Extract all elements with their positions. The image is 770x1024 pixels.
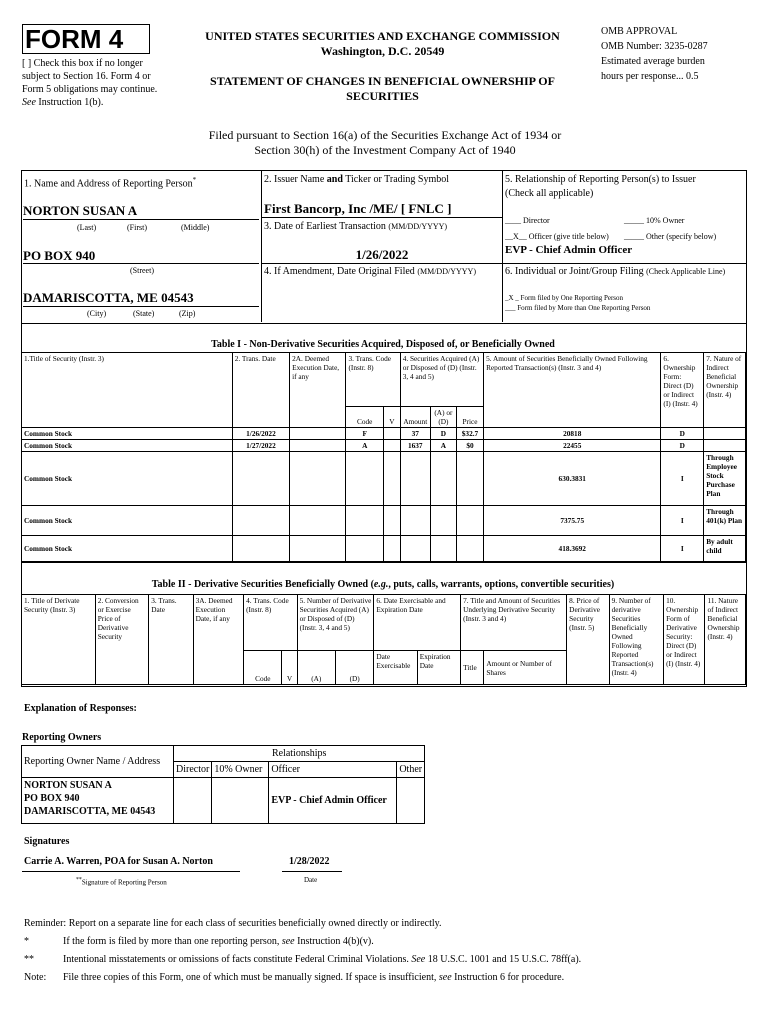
issuer-value: First Bancorp, Inc /ME/ [ FNLC ] (264, 201, 452, 216)
table1 (21, 352, 746, 562)
t1-cell-v (384, 440, 401, 452)
t1-cell-form: I (661, 506, 704, 536)
t1-h5: 5. Amount of Securities Beneficially Owned Following Reported Transaction(s) (Instr. 3 and 4) (484, 353, 661, 428)
ten-pct-check: _____ 10% Owner (624, 216, 685, 225)
t1-cell-deemed (290, 452, 346, 506)
box2-label: 2. Issuer Name and Ticker or Trading Symbol (264, 174, 450, 185)
t1-sub-price: Price (456, 407, 483, 428)
t1-h2: 2. Trans. Date (232, 353, 289, 428)
t1-cell-amount: 1637 (400, 440, 430, 452)
t1-cell-deemed (290, 506, 346, 536)
t1-cell-title: Common Stock (22, 452, 233, 506)
t1-sub-v: V (384, 407, 401, 428)
earliest-date: 1/26/2022 (355, 247, 409, 262)
reporting-person-name: NORTON SUSAN A (23, 203, 138, 218)
reporting-owners-heading: Reporting Owners (22, 732, 102, 743)
agency-name: UNITED STATES SECURITIES AND EXCHANGE COMMISSION (205, 29, 560, 43)
signature-date: 1/28/2022 (289, 856, 330, 867)
t1-cell-price (456, 452, 483, 506)
table-row (22, 440, 746, 452)
t1-h3: 3. Trans. Code (Instr. 8) (346, 353, 400, 407)
t1-cell-owned: 20818 (484, 428, 661, 440)
t1-cell-deemed (290, 428, 346, 440)
t1-h2a: 2A. Deemed Execution Date, if any (290, 353, 346, 428)
t1-h7: 7. Nature of Indirect Beneficial Ownership (Instr. 4) (704, 353, 746, 428)
owner-officer-title: EVP - Chief Admin Officer (269, 778, 397, 824)
filed-pursuant: Filed pursuant to Section 16(a) of the Securities Exchange Act of 1934 or Section 30(h) of the Investment Company Act of 1940 (208, 128, 562, 157)
table-row (22, 428, 746, 440)
t1-cell-ad (430, 536, 456, 562)
one-person-check: _X _ Form filed by One Reporting Person (505, 294, 624, 302)
t1-cell-amount (400, 536, 430, 562)
t1-h1: 1.Title of Security (Instr. 3) (22, 353, 233, 428)
t1-cell-code (346, 452, 384, 506)
agency-city: Washington, D.C. 20549 (320, 44, 445, 58)
t2-sub-v: V (282, 651, 297, 685)
t1-cell-code (346, 536, 384, 562)
director-check: ____ Director (505, 216, 550, 225)
t2-h3: 3. Trans. Date (149, 595, 193, 685)
t1-cell-v (384, 428, 401, 440)
t1-cell-price: $0 (456, 440, 483, 452)
t1-cell-code: A (346, 440, 384, 452)
reminder: Reminder: Report on a separate line for each class of securities beneficially owned directly or indirectly. (24, 918, 442, 929)
ten-pct-header: 10% Owner (212, 762, 269, 778)
box4-label: 4. If Amendment, Date Original Filed (MM/DD/YYYY) (264, 266, 476, 277)
officer-header: Officer (269, 762, 397, 778)
t2-sub-amount: Amount or Number of Shares (484, 651, 567, 685)
t1-cell-owned: 22455 (484, 440, 661, 452)
t1-cell-ad (430, 506, 456, 536)
t1-cell-amount (400, 452, 430, 506)
form-title: FORM 4 (25, 24, 124, 54)
t1-cell-owned: 630.3831 (484, 452, 661, 506)
table2 (21, 594, 746, 685)
t1-cell-owned: 418.3692 (484, 536, 661, 562)
t1-cell-ad (430, 452, 456, 506)
table-row (22, 536, 746, 562)
t2-h8: 8. Price of Derivative Security (Instr. 5) (567, 595, 609, 685)
t1-cell-nature (704, 428, 746, 440)
t1-cell-ad: D (430, 428, 456, 440)
t2-sub-code: Code (244, 651, 282, 685)
t1-cell-title: Common Stock (22, 536, 233, 562)
t2-sub-d: (D) (335, 651, 373, 685)
explanation-heading: Explanation of Responses: (24, 703, 137, 714)
t2-h7: 7. Title and Amount of Securities Underlying Derivative Security (Instr. 3 and 4) (461, 595, 567, 651)
more-person-check: ___ Form filed by More than One Reporting Person (505, 304, 651, 312)
t1-cell-deemed (290, 536, 346, 562)
t2-h1: 1. Title of Derivate Security (Instr. 3) (22, 595, 96, 685)
t1-cell-v (384, 536, 401, 562)
t1-cell-nature: Through 401(k) Plan (704, 506, 746, 536)
officer-title: EVP - Chief Admin Officer (505, 244, 633, 256)
table-row (22, 452, 746, 506)
t1-cell-amount: 37 (400, 428, 430, 440)
t1-cell-price (456, 536, 483, 562)
t2-h9: 9. Number of derivative Securities Beneficially Owned Following Reported Transaction(s) (Instr. 4) (609, 595, 664, 685)
t1-h6: 6. Ownership Form: Direct (D) or Indirect (I) (Instr. 4) (661, 353, 704, 428)
signatures-heading: Signatures (24, 836, 70, 847)
box1-label: 1. Name and Address of Reporting Person* (24, 176, 197, 190)
t1-cell-date (232, 452, 289, 506)
t1-cell-form: D (661, 428, 704, 440)
director-header: Director (174, 762, 212, 778)
t2-h4: 4. Trans. Code (Instr. 8) (244, 595, 298, 651)
officer-check: __X__ Officer (give title below) (505, 232, 609, 241)
t2-h5: 5. Number of Derivative Securities Acquired (A) or Disposed of (D) (Instr. 3, 4 and 5) (297, 595, 374, 651)
t1-cell-code: F (346, 428, 384, 440)
t2-sub-title: Title (461, 651, 484, 685)
t1-cell-date (232, 506, 289, 536)
t1-sub-amount: Amount (400, 407, 430, 428)
t2-sub-exer: Date Exercisable (374, 651, 417, 685)
t1-cell-form: I (661, 452, 704, 506)
t1-cell-price: $32.7 (456, 428, 483, 440)
t2-h6: 6. Date Exercisable and Expiration Date (374, 595, 461, 651)
t1-cell-date (232, 536, 289, 562)
t1-cell-deemed (290, 440, 346, 452)
t1-cell-amount (400, 506, 430, 536)
t1-h4: 4. Securities Acquired (A) or Disposed of (D) (Instr. 3, 4 and 5) (400, 353, 483, 407)
t2-sub-exp: Expiration Date (417, 651, 460, 685)
date-label: Date (304, 876, 318, 884)
owners-table (21, 745, 425, 824)
other-check: _____ Other (specify below) (624, 232, 717, 241)
t1-cell-date: 1/26/2022 (232, 428, 289, 440)
box6-label: 6. Individual or Joint/Group Filing (Check Applicable Line) (505, 266, 726, 277)
t1-cell-v (384, 452, 401, 506)
owner-name-header: Reporting Owner Name / Address (22, 746, 174, 778)
t1-sub-code: Code (346, 407, 384, 428)
street-label: (Street) (130, 266, 154, 275)
t1-cell-date: 1/27/2022 (232, 440, 289, 452)
t1-cell-form: I (661, 536, 704, 562)
t1-cell-title: Common Stock (22, 506, 233, 536)
t1-cell-code (346, 506, 384, 536)
t2-h11: 11. Nature of Indirect Beneficial Ownership (Instr. 4) (705, 595, 746, 685)
statement-title: STATEMENT OF CHANGES IN BENEFICIAL OWNERSHIP OF SECURITIES (210, 74, 555, 103)
t2-h10: 10. Ownership Form of Derivative Security: Direct (D) or Indirect (I) (Instr. 4) (664, 595, 705, 685)
t2-h3a: 3A. Deemed Execution Date, if any (193, 595, 243, 685)
t1-cell-price (456, 506, 483, 536)
signature-name: Carrie A. Warren, POA for Susan A. Norton (24, 856, 213, 867)
t1-cell-title: Common Stock (22, 428, 233, 440)
t1-cell-nature: By adult child (704, 536, 746, 562)
t1-cell-title: Common Stock (22, 440, 233, 452)
box5-label: 5. Relationship of Reporting Person(s) to Issuer (Check all applicable) (505, 174, 696, 199)
form-title-box (22, 24, 150, 54)
table2-title: Table II - Derivative Securities Beneficially Owned (e.g., puts, calls, warrants, options, convertible securities) (151, 579, 615, 590)
table1-title: Table I - Non-Derivative Securities Acquired, Disposed of, or Beneficially Owned (211, 339, 555, 350)
t2-h2: 2. Conversion or Exercise Price of Derivative Security (95, 595, 149, 685)
relationships-header: Relationships (174, 746, 425, 762)
t1-cell-form: D (661, 440, 704, 452)
t1-cell-v (384, 506, 401, 536)
t1-sub-ad: (A) or (D) (430, 407, 456, 428)
check-box-text: [ ] Check this box if no longer subject to Section 16. Form 4 or Form 5 obligations may continue. See Instruction 1(b). (22, 58, 158, 108)
owner-address: NORTON SUSAN A PO BOX 940 DAMARISCOTTA, ME 04543 (22, 778, 174, 824)
box3-label: 3. Date of Earliest Transaction (MM/DD/YYYY) (264, 221, 448, 232)
t1-cell-nature: Through Employee Stock Purchase Plan (704, 452, 746, 506)
omb-approval: OMB APPROVAL OMB Number: 3235-0287 Estimated average burden hours per response... 0.5 (601, 26, 708, 82)
street-value: PO BOX 940 (23, 248, 96, 263)
city-value: DAMARISCOTTA, ME 04543 (23, 290, 194, 305)
signature-label: **Signature of Reporting Person (76, 877, 167, 887)
t2-sub-a: (A) (297, 651, 335, 685)
t1-cell-owned: 7375.75 (484, 506, 661, 536)
t1-cell-ad: A (430, 440, 456, 452)
other-header: Other (397, 762, 425, 778)
table-row (22, 506, 746, 536)
t1-cell-nature (704, 440, 746, 452)
